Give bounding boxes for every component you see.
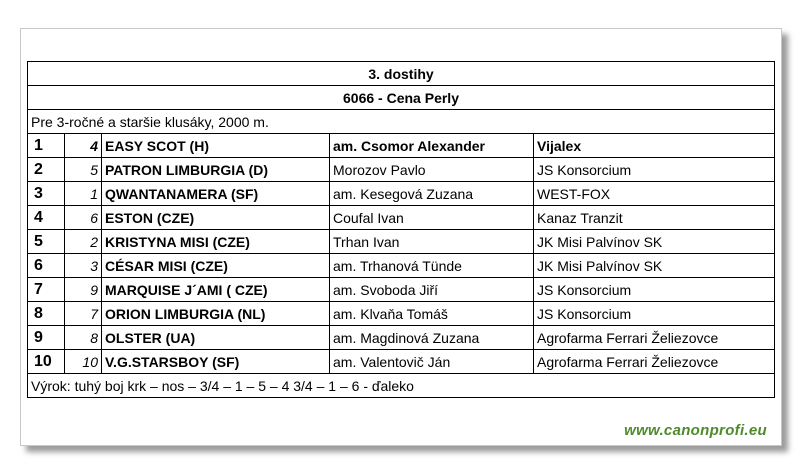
- driver-name: Morozov Pavlo: [330, 158, 534, 182]
- driver-name: am. Valentovič Ján: [330, 350, 534, 374]
- start-number: 3: [65, 254, 102, 278]
- driver-name: am. Svoboda Jiří: [330, 278, 534, 302]
- horse-name: ORION LIMBURGIA (NL): [102, 302, 330, 326]
- horse-name: CÉSAR MISI (CZE): [102, 254, 330, 278]
- start-number: 2: [65, 230, 102, 254]
- owner-name: WEST-FOX: [534, 182, 775, 206]
- horse-name: EASY SCOT (H): [102, 134, 330, 158]
- owner-name: JK Misi Palvínov SK: [534, 254, 775, 278]
- driver-name: am. Csomor Alexander: [330, 134, 534, 158]
- horse-name: KRISTYNA MISI (CZE): [102, 230, 330, 254]
- conditions-row: [28, 110, 775, 134]
- result-row: [28, 326, 775, 350]
- horse-name: ESTON (CZE): [102, 206, 330, 230]
- horse-name: MARQUISE J´AMI ( CZE): [102, 278, 330, 302]
- owner-name: Vijalex: [534, 134, 775, 158]
- driver-name: am. Trhanová Tünde: [330, 254, 534, 278]
- race-result-verdict: Výrok: tuhý boj krk – nos – 3/4 – 1 – 5 – 4 3/4 – 1 – 6 - ďaleko: [28, 374, 775, 398]
- watermark: www.canonprofi.eu: [624, 422, 767, 439]
- result-row: [28, 230, 775, 254]
- owner-name: JS Konsorcium: [534, 278, 775, 302]
- result-row: [28, 158, 775, 182]
- horse-name: QWANTANAMERA (SF): [102, 182, 330, 206]
- finish-position: 5: [28, 230, 65, 254]
- result-row: [28, 302, 775, 326]
- start-number: 6: [65, 206, 102, 230]
- owner-name: Kanaz Tranzit: [534, 206, 775, 230]
- result-row: [28, 278, 775, 302]
- race-title: 3. dostihy: [28, 62, 775, 86]
- owner-name: JK Misi Palvínov SK: [534, 230, 775, 254]
- result-row: [28, 206, 775, 230]
- result-row: [28, 350, 775, 374]
- results-sheet: [20, 28, 782, 446]
- finish-position: 10: [28, 350, 65, 374]
- race-conditions: Pre 3-ročné a staršie klusáky, 2000 m.: [28, 110, 775, 134]
- finish-position: 6: [28, 254, 65, 278]
- owner-name: Agrofarma Ferrari Želiezovce: [534, 350, 775, 374]
- driver-name: am. Klvaňa Tomáš: [330, 302, 534, 326]
- finish-position: 1: [28, 134, 65, 158]
- start-number: 5: [65, 158, 102, 182]
- race-name-row: [28, 86, 775, 110]
- driver-name: am. Kesegová Zuzana: [330, 182, 534, 206]
- horse-name: PATRON LIMBURGIA (D): [102, 158, 330, 182]
- start-number: 7: [65, 302, 102, 326]
- finish-position: 4: [28, 206, 65, 230]
- driver-name: Coufal Ivan: [330, 206, 534, 230]
- start-number: 8: [65, 326, 102, 350]
- finish-position: 8: [28, 302, 65, 326]
- results-table: [27, 61, 775, 398]
- result-row: [28, 254, 775, 278]
- start-number: 4: [65, 134, 102, 158]
- horse-name: OLSTER (UA): [102, 326, 330, 350]
- owner-name: JS Konsorcium: [534, 302, 775, 326]
- race-name: 6066 - Cena Perly: [28, 86, 775, 110]
- driver-name: Trhan Ivan: [330, 230, 534, 254]
- start-number: 10: [65, 350, 102, 374]
- footer-row: [28, 374, 775, 398]
- race-title-row: [28, 62, 775, 86]
- finish-position: 2: [28, 158, 65, 182]
- start-number: 1: [65, 182, 102, 206]
- finish-position: 7: [28, 278, 65, 302]
- driver-name: am. Magdinová Zuzana: [330, 326, 534, 350]
- start-number: 9: [65, 278, 102, 302]
- owner-name: JS Konsorcium: [534, 158, 775, 182]
- finish-position: 3: [28, 182, 65, 206]
- horse-name: V.G.STARSBOY (SF): [102, 350, 330, 374]
- finish-position: 9: [28, 326, 65, 350]
- result-row: [28, 182, 775, 206]
- owner-name: Agrofarma Ferrari Želiezovce: [534, 326, 775, 350]
- result-row: [28, 134, 775, 158]
